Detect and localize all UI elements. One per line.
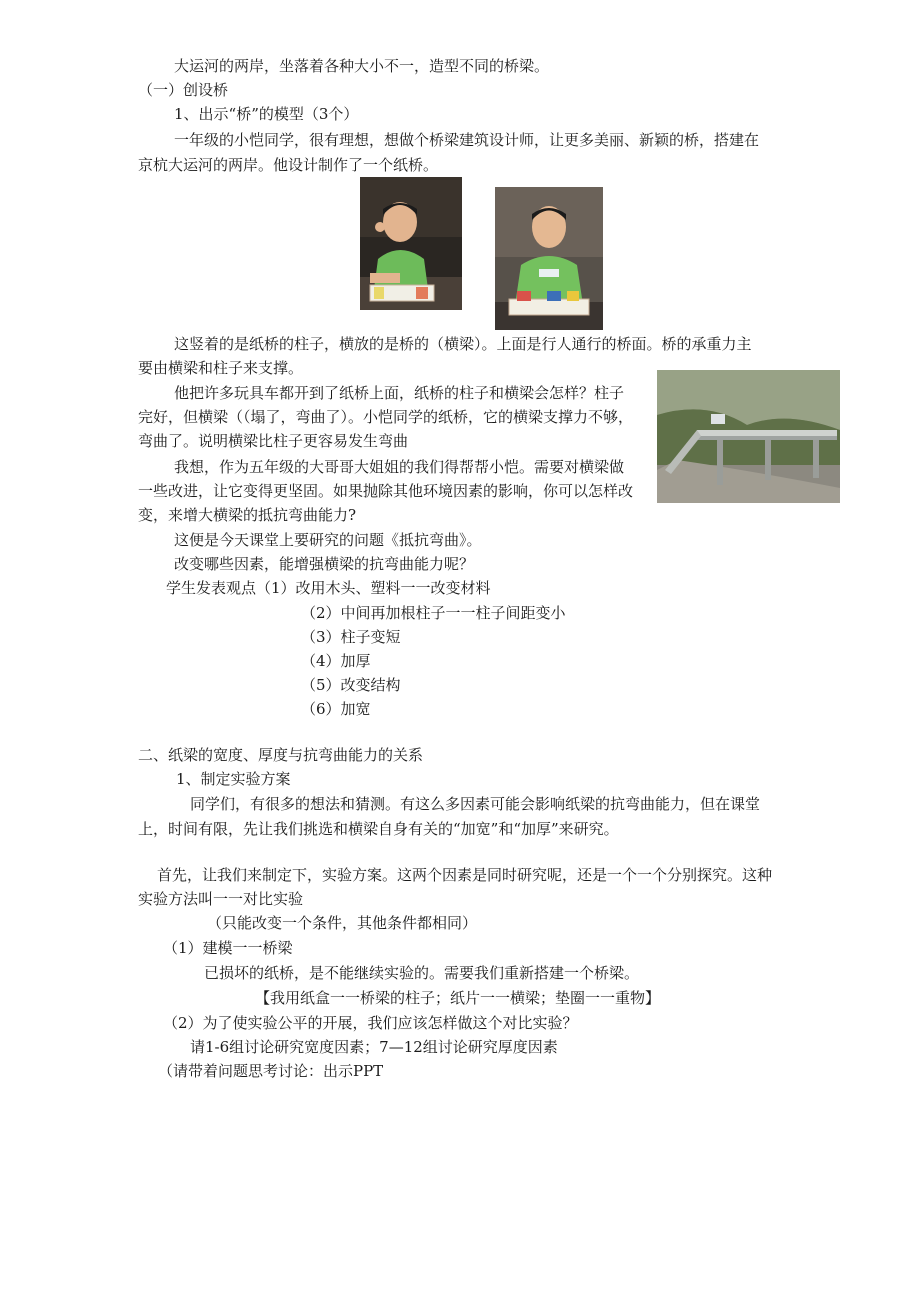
text-line: 这竖着的是纸桥的柱子，横放的是桥的（横梁）。上面是行人通行的桥面。桥的承重力主: [174, 335, 752, 353]
section-heading: 二、纸梁的宽度、厚度与抗弯曲能力的关系: [138, 746, 424, 764]
text-line: 一年级的小恺同学，很有理想，想做个桥梁建筑设计师，让更多美丽、新颖的桥，搭建在: [174, 131, 760, 149]
boy-paper-bridge-photo-1: [360, 177, 462, 310]
list-item: （2）中间再加根柱子一一柱子间距变小: [301, 604, 566, 622]
list-item: （6）加宽: [301, 700, 371, 718]
text-line: （请带着问题思考讨论：出示PPT: [158, 1062, 384, 1080]
list-item: （2）为了使实验公平的开展，我们应该怎样做这个对比实验？: [163, 1014, 578, 1032]
text-line: 已损坏的纸桥，是不能继续实验的。需要我们重新搭建一个桥梁。: [204, 964, 640, 982]
text-line: 实验方法叫一一对比实验: [138, 890, 304, 908]
collapsed-bridge-photo: [657, 370, 840, 503]
text-line: 完好，但横梁（（塌了，弯曲了）。小恺同学的纸桥，它的横梁支撑力不够，: [138, 408, 634, 426]
list-item: （5）改变结构: [301, 676, 401, 694]
text-line: 首先，让我们来制定下，实验方案。这两个因素是同时研究呢，还是一个一个分别探究。这种: [157, 866, 773, 884]
text-line: 学生发表观点（1）改用木头、塑料一一改变材料: [166, 579, 491, 597]
subsection-heading: 1、出示“桥”的模型（3个）: [174, 105, 359, 123]
text-line: 【我用纸盒一一桥梁的柱子；纸片一一横梁；垫圈一一重物】: [255, 989, 661, 1007]
text-line: 变，来增大横梁的抵抗弯曲能力?: [138, 506, 357, 524]
boy-paper-bridge-photo-2: [495, 187, 603, 330]
text-line: 改变哪些因素，能增强横梁的抗弯曲能力呢？: [174, 555, 475, 573]
list-item: （1）建模一一桥梁: [163, 939, 293, 957]
text-line: 请1-6组讨论研究宽度因素；7—12组讨论研究厚度因素: [190, 1038, 558, 1056]
text-line: 这便是今天课堂上要研究的问题《抵抗弯曲》。: [174, 531, 482, 549]
text-line: 上，时间有限，先让我们挑选和横梁自身有关的“加宽”和“加厚”来研究。: [138, 820, 619, 838]
list-item: （3）柱子变短: [301, 628, 401, 646]
text-line: 要由横梁和柱子来支撑。: [138, 359, 304, 377]
text-line: 他把许多玩具车都开到了纸桥上面，纸桥的柱子和横梁会怎样？柱子: [174, 384, 625, 402]
text-line: （只能改变一个条件，其他条件都相同）: [207, 914, 478, 932]
list-item: （4）加厚: [301, 652, 371, 670]
text-line: 弯曲了。说明横梁比柱子更容易发生弯曲: [138, 432, 409, 450]
text-line: 大运河的两岸，坐落着各种大小不一，造型不同的桥梁。: [174, 57, 550, 75]
subsection-heading: 1、制定实验方案: [176, 770, 291, 788]
text-line: 一些改进，让它变得更坚固。如果抛除其他环境因素的影响，你可以怎样改: [138, 482, 634, 500]
text-line: 同学们，有很多的想法和猜测。有这么多因素可能会影响纸梁的抗弯曲能力，但在课堂: [190, 795, 761, 813]
text-line: 我想，作为五年级的大哥哥大姐姐的我们得帮帮小恺。需要对横梁做: [174, 458, 625, 476]
section-heading: （一）创设桥: [138, 81, 229, 99]
text-line: 京杭大运河的两岸。他设计制作了一个纸桥。: [138, 156, 439, 174]
